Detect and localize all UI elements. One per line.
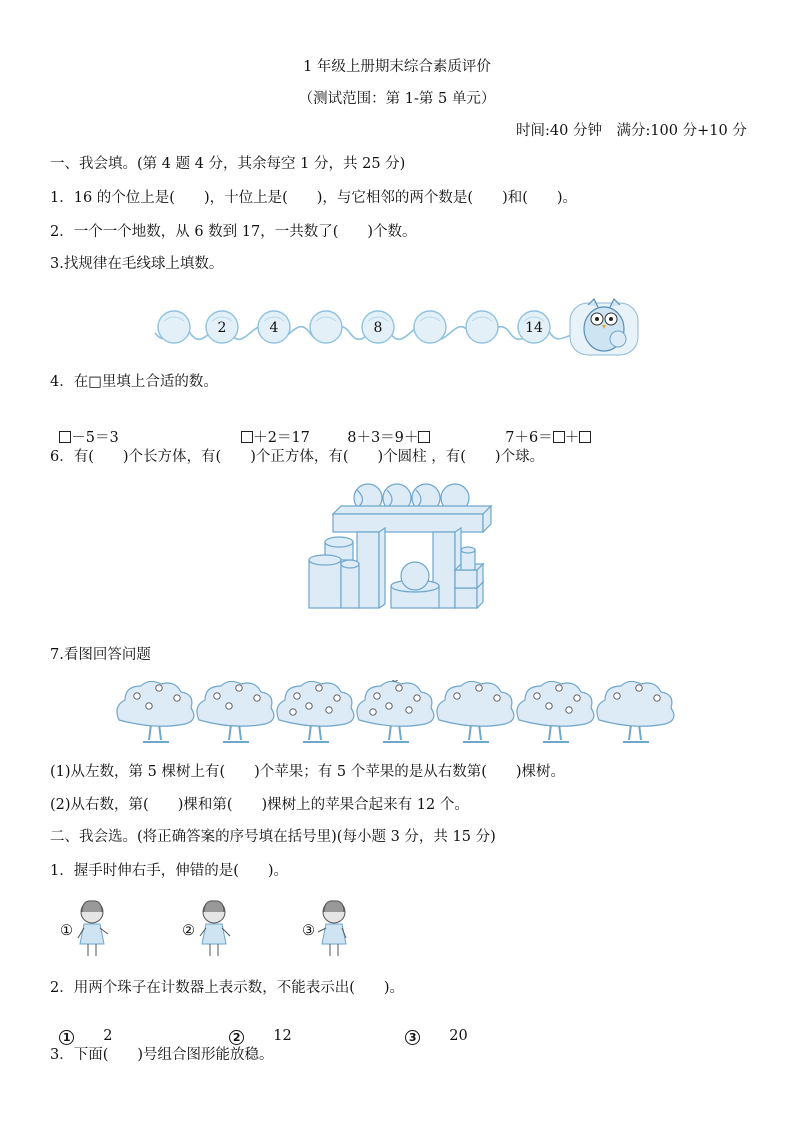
apple — [396, 685, 402, 691]
apple — [156, 685, 162, 691]
option-3-label: ③ — [302, 923, 315, 939]
q4-item-3: 8＋3＝9＋ — [338, 416, 430, 445]
apple — [236, 685, 242, 691]
apple-tree — [277, 681, 354, 742]
question-1-7-1: (1)从左数，第 5 棵树上有( )个苹果；有 5 个苹果的是从右数第( )棵树。 — [50, 764, 566, 780]
q4-item-1: －5＝3 — [50, 416, 119, 445]
apple — [174, 695, 180, 701]
apple — [294, 693, 300, 699]
answer-box[interactable] — [241, 431, 253, 443]
yarn-ball — [158, 311, 190, 343]
apple — [374, 693, 380, 699]
question-1-1: 1．16 的个位上是( )，十位上是( )，与它相邻的两个数是( )和( )。 — [50, 190, 578, 206]
owl-icon — [570, 299, 638, 355]
apple — [654, 695, 660, 701]
apple — [254, 695, 260, 701]
building-blocks-figure — [305, 478, 495, 618]
apple — [636, 685, 642, 691]
apple — [414, 695, 420, 701]
question-2-3: 3．下面( )号组合图形能放稳。 — [50, 1047, 274, 1063]
apple — [226, 703, 232, 709]
question-1-4: 4．在□里填上合适的数。 — [50, 374, 218, 390]
apple — [556, 685, 562, 691]
apple-tree — [517, 681, 594, 742]
apple — [454, 693, 460, 699]
apple — [370, 709, 376, 715]
apple — [334, 695, 340, 701]
yarn-ball-number: 8 — [373, 320, 383, 336]
girl-icon — [196, 898, 232, 960]
apple — [386, 703, 392, 709]
q2-option-3: 3 20 — [396, 1014, 468, 1045]
question-1-6: 6．有( )个长方体，有( )个正方体，有( )个圆柱 ，有( )个球。 — [50, 449, 545, 465]
girl-icon — [316, 898, 352, 960]
apple — [614, 693, 620, 699]
apple — [146, 703, 152, 709]
q4-item-4: 7＋6＝ ＋ — [496, 416, 591, 445]
apple — [476, 685, 482, 691]
apple — [214, 693, 220, 699]
option-2-label: ② — [182, 923, 195, 939]
apple — [494, 695, 500, 701]
apple — [306, 703, 312, 709]
question-1-7-2: (2)从右数，第( )棵和第( )棵树上的苹果合起来有 12 个。 — [50, 797, 469, 813]
question-1-2: 2．一个一个地数，从 6 数到 17，一共数了( )个数。 — [50, 224, 417, 240]
time-info: 时间:40 分钟 满分:100 分+10 分 — [516, 123, 747, 139]
apple-tree — [437, 681, 514, 742]
apple-trees-figure — [115, 680, 685, 748]
question-1-3: 3.找规律在毛线球上填数。 — [50, 256, 224, 272]
option-1-label: ① — [60, 923, 73, 939]
yarn-ball — [414, 311, 446, 343]
apple-tree — [357, 680, 434, 742]
page-subtitle: （测试范围：第 1-第 5 单元） — [298, 91, 496, 107]
apple — [534, 693, 540, 699]
page-title: 1 年级上册期末综合素质评价 — [303, 59, 491, 75]
apple — [316, 685, 322, 691]
answer-box[interactable] — [59, 431, 71, 443]
yarn-ball — [466, 311, 498, 343]
yarn-ball — [310, 311, 342, 343]
apple — [546, 703, 552, 709]
question-2-2: 2．用两个珠子在计数器上表示数，不能表示出( )。 — [50, 980, 405, 996]
apple — [290, 709, 296, 715]
apple — [326, 707, 332, 713]
yarn-ball-number: 14 — [525, 320, 543, 336]
apple — [566, 707, 572, 713]
apple — [574, 695, 580, 701]
section2-heading: 二、我会选。(将正确答案的序号填在括号里)(每小题 3 分，共 15 分) — [50, 829, 496, 845]
q2-option-2: 2 12 — [220, 1014, 292, 1045]
yarn-ball-row — [150, 293, 650, 363]
yarn-ball-number: 2 — [217, 320, 227, 336]
section1-heading: 一、我会填。(第 4 题 4 分，其余每空 1 分，共 25 分) — [50, 156, 406, 172]
question-2-1: 1．握手时伸右手，伸错的是( )。 — [50, 863, 289, 879]
girl-icon — [74, 898, 110, 960]
apple-tree — [117, 681, 194, 742]
q2-option-1: 1 2 — [50, 1014, 112, 1045]
apple-tree — [197, 681, 274, 742]
apple — [406, 707, 412, 713]
answer-box[interactable] — [579, 431, 591, 443]
apple — [134, 693, 140, 699]
answer-box[interactable] — [418, 431, 430, 443]
q4-item-2: ＋2＝17 — [232, 416, 310, 445]
question-1-7: 7.看图回答问题 — [50, 647, 151, 663]
answer-box[interactable] — [553, 431, 565, 443]
apple-tree — [597, 681, 674, 742]
yarn-ball-number: 4 — [269, 320, 279, 336]
